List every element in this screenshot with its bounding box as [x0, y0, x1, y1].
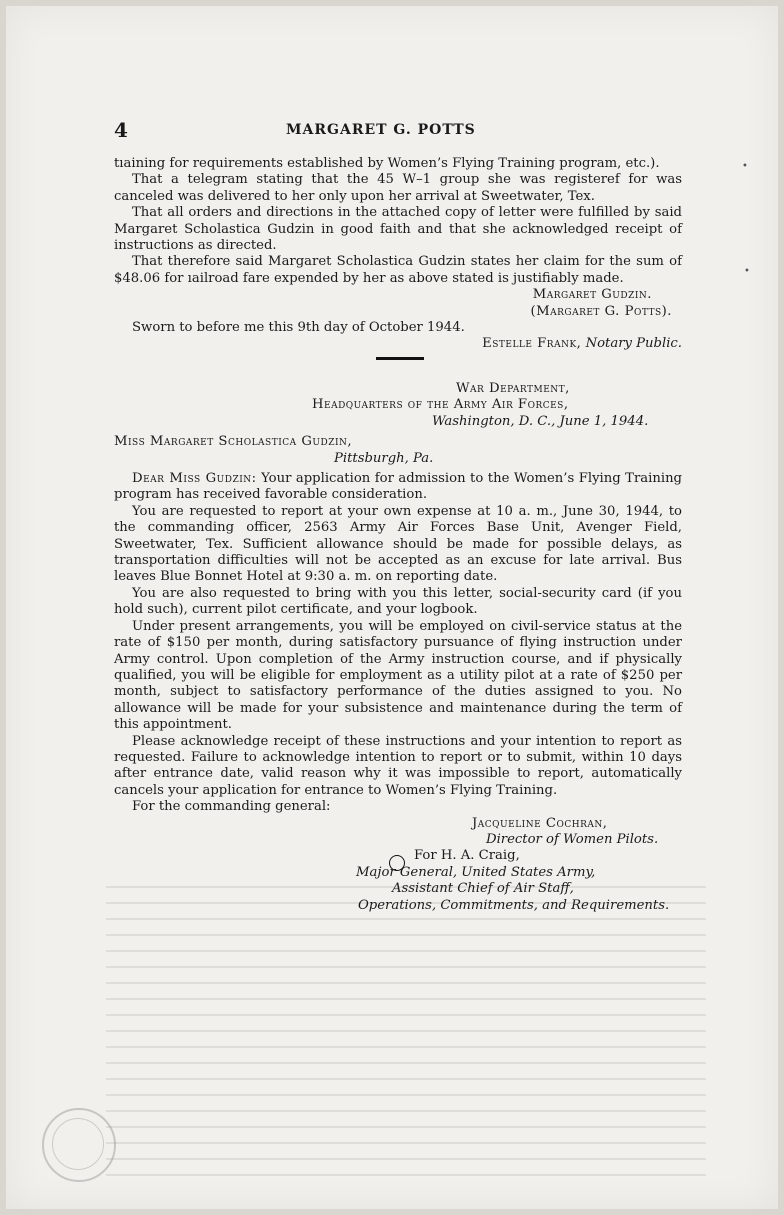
document-page	[6, 6, 778, 1209]
signer-rank: Major General, United States Army,	[356, 864, 596, 880]
notary-line	[114, 336, 682, 352]
signer-ops: Operations, Commitments, and Requirements.	[358, 897, 670, 913]
page-number: 4	[114, 118, 128, 142]
notary-name: Estelle Frank,	[482, 336, 582, 352]
letter-paragraph	[114, 471, 682, 504]
signer-name: Jacqueline Cochran,	[472, 815, 608, 831]
letter-paragraph: You are also requested to bring with you this letter, social-security card (if you hold such), current pilot certificate, and your logbook.	[114, 585, 682, 618]
running-header: MARGARET G. POTTS	[286, 122, 476, 138]
letter-addressee: Miss Margaret Scholastica Gudzin,	[114, 434, 353, 450]
letter-place-date: Washington, D. C., June 1, 1944.	[432, 413, 649, 429]
signer-title: Director of Women Pilots.	[486, 831, 659, 847]
bleed-through-text	[106, 886, 706, 1186]
section-divider	[376, 357, 424, 360]
notary-title: Notary Public.	[585, 336, 682, 352]
letter-closing: For the commanding general:	[132, 799, 331, 815]
signature-maiden-name: (Margaret G. Potts).	[530, 303, 672, 319]
letter-paragraph-text: Your application for admission to the Women’s Flying Training program has received favorable consideration.	[114, 471, 682, 503]
affidavit-paragraph: That therefore said Margaret Scholastica Gudzin states her claim for the sum of $48.06 for ıailroad fare expended by her as above stated is justifiably made.	[114, 254, 682, 286]
signer-for-line: For H. A. Craig,	[414, 848, 520, 864]
affidavit-paragraph: That all orders and directions in the attached copy of letter were fulfilled by said Margaret Scholastica Gudzin in good faith and that she acknowledged receipt of instructions as directed.	[114, 205, 682, 254]
letter-section	[114, 381, 682, 914]
affidavit-paragraph: That a telegram stating that the 45 W–1 group she was registeref for was canceled was delivered to her only upon her arrival at Sweetwater, Tex.	[114, 172, 682, 204]
letter-paragraph: Under present arrangements, you will be employed on civil-service status at the rate of $150 per month, during satisfactory pursuance of flying instruction under Army control. Upon completion of the Army instruction course, and if physically qualified, you will be eligible for employment as a utility pilot at a rate of $250 per month, subject to satisfactory performance of the duties assigned to you. No allowance will be made for your subsistence and maintenance during the term of this appointment.	[114, 618, 682, 733]
affidavit-section	[114, 156, 682, 353]
margin-mark-icon: •	[742, 161, 748, 172]
margin-mark-icon: •	[744, 266, 750, 277]
letter-city: Pittsburgh, Pa.	[334, 450, 434, 466]
sworn-statement: Sworn to before me this 9th day of October 1944.	[132, 320, 465, 336]
archive-stamp-icon	[42, 1108, 116, 1182]
signer-role: Assistant Chief of Air Staff,	[392, 881, 574, 897]
letter-salutation: Dear Miss Gudzin:	[132, 471, 257, 487]
affidavit-paragraph: tıaining for requirements established by Women’s Flying Training program, etc.).	[114, 156, 660, 171]
letter-paragraph: You are requested to report at your own expense at 10 a. m., June 30, 1944, to the commanding officer, 2563 Army Air Forces Base Unit, Avenger Field, Sweetwater, Tex. Sufficient allowance should be made for possible delays, as transportation difficulties will not be accepted as an excuse for late arrival. Bus leaves Blue Bonnet Hotel at 9:30 a. m. on reporting date.	[114, 503, 682, 585]
letter-paragraph: Please acknowledge receipt of these instructions and your intention to report as requested. Failure to acknowledge intention to report or to submit, within 10 days after entrance date, valid reason why it was impossible to report, automatically cancels your application for entrance to Women’s Flying Training.	[114, 733, 682, 798]
signature-name: Margaret Gudzin.	[532, 287, 652, 303]
punch-hole-icon	[389, 855, 405, 871]
letter-headquarters: Headquarters of the Army Air Forces,	[312, 397, 569, 413]
letter-department: War Department,	[456, 381, 570, 396]
